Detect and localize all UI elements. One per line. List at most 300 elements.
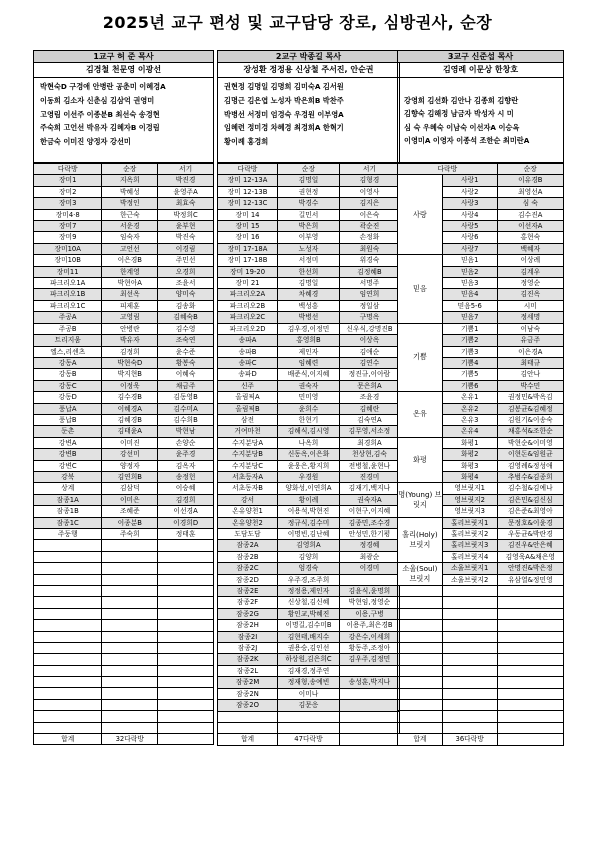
empty-cell — [398, 665, 443, 676]
cell-leader: 시미 — [497, 300, 563, 311]
cell-secretary — [339, 700, 399, 711]
empty-cell — [398, 688, 443, 699]
cell-group: 송파A — [218, 335, 278, 346]
empty-cell — [34, 699, 102, 710]
empty-cell — [34, 677, 102, 688]
cell-group: 장미9 — [34, 232, 102, 243]
table-row — [398, 483, 564, 494]
cell-secretary: 이선경A — [158, 506, 214, 517]
cell-leader: 이명빈,김난혜 — [278, 529, 340, 540]
table-row — [398, 323, 564, 334]
table-row — [218, 209, 400, 220]
table-row — [218, 426, 400, 437]
cell-group: 화평2 — [442, 449, 497, 460]
empty-cell — [497, 677, 563, 688]
cell-group: 장미 12-13B — [218, 186, 278, 197]
table-row — [218, 323, 400, 334]
cell-secretary: 김혜란 — [339, 403, 399, 414]
cell-leader: 권현정 — [278, 186, 340, 197]
empty-cell — [158, 551, 214, 562]
cell-leader: 박병선 — [278, 312, 340, 323]
cell-leader: 정세명 — [497, 312, 563, 323]
empty-cell — [34, 540, 102, 551]
empty-cell — [158, 665, 214, 676]
table-row — [398, 255, 564, 266]
table-row — [398, 517, 564, 528]
cell-secretary: 박현남 — [158, 426, 214, 437]
column-header: 다락방 — [34, 164, 102, 175]
cell-leader: 김은준&최영아 — [497, 506, 563, 517]
cell-group: 신주 — [218, 380, 278, 391]
cell-group: 믿음3 — [442, 278, 497, 289]
cell-leader: 박지현B — [102, 369, 158, 380]
cell-group: 온유양천2 — [218, 517, 278, 528]
table-row — [398, 654, 564, 665]
empty-cell — [442, 620, 497, 631]
name-line: 황이례 홍경희 — [224, 137, 269, 147]
name-line: 임혜련 정미경 차혜경 최경희A 한혁기 — [224, 123, 344, 133]
table-row — [34, 654, 214, 665]
cell-group: 믿음5-6 — [442, 300, 497, 311]
empty-cell — [158, 688, 214, 699]
cell-leader: 김영례&정성애 — [497, 460, 563, 471]
empty-cell — [158, 574, 214, 585]
empty-cell — [398, 586, 443, 597]
cell-group: 잠종2M — [218, 677, 278, 688]
cell-leader: 이선자A — [497, 221, 563, 232]
empty-cell — [497, 654, 563, 665]
cell-group: 거여마천 — [218, 426, 278, 437]
empty-cell — [497, 688, 563, 699]
cell-group: 삼전 — [218, 414, 278, 425]
table-row — [34, 665, 214, 676]
table-row — [34, 574, 214, 585]
cell-leader: 서정미 — [278, 255, 340, 266]
name-line: 박현숙D 구경애 안병란 공춘미 이혜경A — [40, 82, 166, 91]
parish-2-column — [217, 50, 400, 746]
cell-group: 장미7 — [34, 221, 102, 232]
cell-leader: 김연희B — [102, 471, 158, 482]
cell-secretary: 김수희B — [158, 414, 214, 425]
table-row — [218, 563, 400, 574]
cell-secretary: 이영사 — [339, 186, 399, 197]
table-row — [218, 471, 400, 482]
cell-leader: 김수경B — [102, 392, 158, 403]
cell-secretary: 이혜숙 — [158, 369, 214, 380]
name-line: 박병선 서정미 엄경숙 우경원 이부영A — [224, 109, 344, 119]
cell-leader: 정정용,제인자 — [278, 586, 340, 597]
cell-secretary: 정경혜 — [339, 540, 399, 551]
cell-group: 장미 12-13C — [218, 198, 278, 209]
cell-leader: 김혜경B — [102, 414, 158, 425]
parish-3-column — [397, 50, 564, 746]
empty-cell — [158, 620, 214, 631]
cell-leader: 우동균&박란경 — [497, 529, 563, 540]
cell-secretary: 최광순 — [339, 551, 399, 562]
cell-group: 송파B — [218, 346, 278, 357]
table-row — [34, 677, 214, 688]
cell-leader: 이현돈&임원균 — [497, 449, 563, 460]
cell-group: 파크리오2B — [218, 300, 278, 311]
column-header: 서기 — [158, 164, 214, 175]
cell-leader: 길민서 — [278, 209, 340, 220]
cell-group: 서초동자B — [218, 483, 278, 494]
table-row — [398, 631, 564, 642]
cell-secretary: 주민선 — [158, 255, 214, 266]
cell-leader: 이부영 — [278, 232, 340, 243]
cell-leader: 박혜성 — [102, 186, 158, 197]
empty-cell — [442, 586, 497, 597]
cell-leader: 안병란 — [102, 323, 158, 334]
cell-group: 믿음1 — [442, 255, 497, 266]
parish-2-table — [217, 163, 400, 746]
cell-leader: 박은희 — [278, 221, 340, 232]
table-row — [34, 369, 214, 380]
empty-cell — [497, 734, 563, 745]
cell-secretary: 김연수 — [339, 357, 399, 368]
empty-cell — [158, 597, 214, 608]
empty-cell — [442, 631, 497, 642]
cell-group: 소울브릿지2 — [442, 574, 497, 585]
empty-cell — [398, 620, 443, 631]
empty-cell — [442, 722, 497, 733]
cell-secretary: 이경미 — [339, 563, 399, 574]
cell-group: 잠종2D — [218, 574, 278, 585]
table-row — [34, 175, 214, 186]
empty-cell — [339, 734, 399, 745]
cell-leader: 심 숙 — [497, 198, 563, 209]
cell-leader: 황인교,박혜진 — [278, 608, 340, 619]
cell-secretary: 황동주,조정아 — [339, 643, 399, 654]
table-row — [34, 551, 214, 562]
cell-secretary: 구명옥 — [339, 312, 399, 323]
cell-secretary — [339, 574, 399, 585]
table-row — [34, 506, 214, 517]
cell-secretary: 김수미A — [158, 403, 214, 414]
cell-group: 수지분당A — [218, 437, 278, 448]
empty-cell — [398, 608, 443, 619]
empty-cell — [339, 722, 399, 733]
table-row — [34, 232, 214, 243]
empty-cell — [102, 711, 158, 722]
table-row — [34, 437, 214, 448]
cell-leader: 이종분B — [102, 517, 158, 528]
table-row — [398, 597, 564, 608]
cell-group: 홀리브릿지1 — [442, 517, 497, 528]
cell-leader: 이혜경A — [102, 403, 158, 414]
total-row — [218, 734, 400, 745]
cell-group: 트리지움 — [34, 335, 102, 346]
cell-group: 온유양천1 — [218, 506, 278, 517]
empty-cell — [398, 722, 443, 733]
cell-leader: 김영욱A&채은영 — [497, 551, 563, 562]
cell-group: 장미2 — [34, 186, 102, 197]
table-row — [398, 699, 564, 710]
cell-leader: 제인자 — [278, 346, 340, 357]
cell-group: 잠종2J — [218, 643, 278, 654]
cell-group: 송파D — [218, 369, 278, 380]
cell-secretary: 김무영,서소정 — [339, 426, 399, 437]
table-row — [218, 700, 400, 711]
group-label: 소울(Soul) 브릿지 — [398, 563, 443, 586]
empty-cell — [158, 631, 214, 642]
table-row — [218, 437, 400, 448]
cell-secretary: 김숙연A — [339, 414, 399, 425]
cell-group: 파크리오1A — [34, 278, 102, 289]
cell-leader: 윤웅은,황지희 — [278, 460, 340, 471]
cell-leader: 지옥희 — [102, 175, 158, 186]
cell-leader: 김태윤A — [102, 426, 158, 437]
empty-cell — [34, 654, 102, 665]
cell-secretary: 황봉숙 — [158, 357, 214, 368]
cell-leader: 양정자 — [102, 460, 158, 471]
group-label: 온유 — [398, 392, 443, 438]
cell-group: 기쁨5 — [442, 369, 497, 380]
cell-group: 잠종2G — [218, 608, 278, 619]
empty-cell — [34, 585, 102, 596]
empty-cell — [497, 586, 563, 597]
group-label: 믿음 — [398, 255, 443, 323]
column-header: 서기 — [339, 164, 399, 175]
cell-group: 장미10A — [34, 243, 102, 254]
cell-group: 강동A — [34, 357, 102, 368]
table-row — [218, 346, 400, 357]
cell-leader: 한선희 — [278, 266, 340, 277]
cell-group: 온유4 — [442, 426, 497, 437]
cell-group: 장미3 — [34, 198, 102, 209]
empty-cell — [102, 608, 158, 619]
cell-leader: 김수철&김예나 — [497, 483, 563, 494]
table-row — [218, 551, 400, 562]
cell-group: 사랑7 — [442, 243, 497, 254]
cell-leader: 민미영 — [278, 392, 340, 403]
name-line: 이영미A 이영자 이종석 조한순 최미란A — [404, 136, 530, 146]
column-header: 순장 — [497, 164, 563, 175]
cell-group: 강북 — [34, 471, 102, 482]
empty-cell — [34, 642, 102, 653]
cell-group: 온유1 — [442, 392, 497, 403]
cell-group: 파크리오1B — [34, 289, 102, 300]
empty-cell — [102, 620, 158, 631]
cell-leader: 김재경,정주연 — [278, 665, 340, 676]
empty-cell — [497, 665, 563, 676]
group-label: 기쁨 — [398, 323, 443, 391]
cell-leader: 박정인 — [102, 198, 158, 209]
cell-group: 화평3 — [442, 460, 497, 471]
name-line: 권현정 김명일 김명희 김미숙A 김서원 — [224, 82, 344, 91]
cell-leader: 이남숙 — [497, 323, 563, 334]
empty-cell — [158, 711, 214, 722]
cell-leader: 채홍석&조한순 — [497, 426, 563, 437]
empty-cell — [102, 677, 158, 688]
empty-cell — [158, 677, 214, 688]
cell-leader: 차혜경 — [278, 289, 340, 300]
table-row — [34, 380, 214, 391]
table-row — [398, 665, 564, 676]
cell-secretary: 천상현,김숙 — [339, 449, 399, 460]
table-row — [218, 494, 400, 505]
cell-group: 잠종2L — [218, 665, 278, 676]
table-row — [34, 540, 214, 551]
empty-cell — [34, 563, 102, 574]
column-header: 순장 — [102, 164, 158, 175]
cell-group: 잠종2E — [218, 586, 278, 597]
empty-cell — [497, 699, 563, 710]
empty-cell — [34, 722, 102, 733]
table-row — [218, 403, 400, 414]
table-row — [34, 198, 214, 209]
empty-cell — [34, 688, 102, 699]
table-row — [218, 278, 400, 289]
empty-cell — [158, 699, 214, 710]
cell-group: 송파C — [218, 357, 278, 368]
cell-group: 잠종2C — [218, 563, 278, 574]
cell-group: 사랑4 — [442, 209, 497, 220]
cell-leader: 임숙자 — [102, 232, 158, 243]
table-row — [218, 574, 400, 585]
table-row — [398, 392, 564, 403]
table-row — [34, 426, 214, 437]
cell-secretary: 이현구,이지혜 — [339, 506, 399, 517]
empty-cell — [398, 597, 443, 608]
cell-group: 강동D — [34, 392, 102, 403]
total-value: 47다락방 — [278, 734, 340, 745]
cell-leader: 강선미 — [102, 449, 158, 460]
cell-secretary: 진경미 — [339, 471, 399, 482]
cell-leader: 김명일 — [278, 278, 340, 289]
cell-leader: 김현태,배지수 — [278, 631, 340, 642]
table-row — [34, 392, 214, 403]
cell-secretary: 안성민,한기평 — [339, 529, 399, 540]
cell-group: 장미 19-20 — [218, 266, 278, 277]
cell-group: 강동B — [34, 369, 102, 380]
cell-leader: 서운경 — [102, 221, 158, 232]
cell-group: 소울브릿지1 — [442, 563, 497, 574]
group-label: 사랑 — [398, 175, 443, 255]
group-label: 명(Young) 브릿지 — [398, 483, 443, 517]
empty-cell — [497, 608, 563, 619]
cell-group: 사랑3 — [442, 198, 497, 209]
name-line: 주숙희 고언선 박유자 김혜자B 이경림 — [40, 123, 160, 133]
parish-2-elders: 장성환 정정용 신상철 주서진, 안순권 — [217, 63, 400, 78]
empty-cell — [339, 711, 399, 722]
cell-leader: 김원기&이송숙 — [497, 414, 563, 425]
cell-secretary: 김재기,백지나 — [339, 483, 399, 494]
table-row — [398, 677, 564, 688]
cell-group: 잠종2A — [218, 540, 278, 551]
cell-secretary: 박진경 — [158, 175, 214, 186]
empty-cell — [102, 585, 158, 596]
cell-leader: 이정욱 — [102, 380, 158, 391]
table-row — [218, 597, 400, 608]
cell-group: 장미 15 — [218, 221, 278, 232]
empty-cell — [278, 722, 340, 733]
empty-cell — [158, 540, 214, 551]
total-label: 합계 — [398, 734, 443, 745]
cell-secretary: 양미숙 — [158, 289, 214, 300]
cell-secretary: 오경희 — [158, 266, 214, 277]
total-row — [34, 734, 214, 745]
table-row — [34, 300, 214, 311]
table-row — [218, 312, 400, 323]
table-row — [34, 631, 214, 642]
cell-leader: 나옥희 — [278, 437, 340, 448]
cell-group: 온유3 — [442, 414, 497, 425]
cell-leader: 우경원 — [278, 471, 340, 482]
cell-group: 수지분당B — [218, 449, 278, 460]
table-row — [218, 506, 400, 517]
table-row — [34, 289, 214, 300]
cell-secretary: 이용주,최은경B — [339, 620, 399, 631]
cell-secretary: 문은희A — [339, 380, 399, 391]
cell-secretary: 이경림 — [158, 243, 214, 254]
cell-leader: 김계우 — [497, 266, 563, 277]
cell-leader: 엄경숙 — [278, 563, 340, 574]
empty-cell — [497, 631, 563, 642]
table-row — [34, 711, 214, 722]
cell-secretary: 김형경 — [339, 175, 399, 186]
cell-leader: 정재형,송예빈 — [278, 677, 340, 688]
cell-secretary: 이승혜 — [158, 483, 214, 494]
cell-group: 파크리오2C — [218, 312, 278, 323]
cell-leader: 김은민&김신심 — [497, 494, 563, 505]
table-row — [218, 266, 400, 277]
cell-group: 올림픽B — [218, 403, 278, 414]
cell-secretary: 김송화 — [158, 300, 214, 311]
name-line: 고영림 이선주 이종분B 최선숙 송경현 — [40, 109, 160, 119]
table-row — [218, 722, 400, 733]
cell-group: 홀리브릿지3 — [442, 540, 497, 551]
parish-3-elders: 김영례 이문상 한창호 — [397, 63, 564, 78]
cell-leader: 하상원,김은희C — [278, 654, 340, 665]
cell-secretary: 조숙연 — [158, 335, 214, 346]
cell-leader: 백성흥 — [278, 300, 340, 311]
total-value: 32다락방 — [102, 734, 158, 745]
cell-secretary: 송성훈,박지나 — [339, 677, 399, 688]
table-row — [218, 175, 400, 186]
cell-leader: 이미나 — [278, 688, 340, 699]
total-label: 합계 — [218, 734, 278, 745]
cell-group: 온유2 — [442, 403, 497, 414]
cell-leader: 최영선A — [497, 186, 563, 197]
cell-group: 풍납B — [34, 414, 102, 425]
cell-secretary: 박진숙 — [158, 232, 214, 243]
cell-leader: 이은경A — [497, 346, 563, 357]
cell-secretary: 김혜숙B — [158, 312, 214, 323]
table-row — [218, 529, 400, 540]
cell-group: 사랑6 — [442, 232, 497, 243]
cell-secretary: 신우식,강명진B — [339, 323, 399, 334]
table-row — [398, 642, 564, 653]
empty-cell — [34, 574, 102, 585]
empty-cell — [442, 711, 497, 722]
total-value: 36다락방 — [442, 734, 497, 745]
empty-cell — [398, 699, 443, 710]
cell-secretary: 정일삼 — [339, 300, 399, 311]
cell-group: 화평1 — [442, 437, 497, 448]
cell-secretary: 김윤식,윤명희 — [339, 586, 399, 597]
cell-leader: 안명진&박은정 — [497, 563, 563, 574]
table-row — [218, 357, 400, 368]
name-line: 강영희 김선화 김안나 김종희 김향란 — [404, 96, 519, 105]
cell-leader: 권숙자 — [278, 380, 340, 391]
table-row — [398, 175, 564, 186]
cell-secretary: 손정화 — [339, 232, 399, 243]
cell-group: 강변A — [34, 437, 102, 448]
name-line: 이동희 김소자 신춘심 김삼억 권영미 — [40, 95, 155, 105]
empty-cell — [102, 642, 158, 653]
cell-secretary: 윤부현 — [158, 221, 214, 232]
